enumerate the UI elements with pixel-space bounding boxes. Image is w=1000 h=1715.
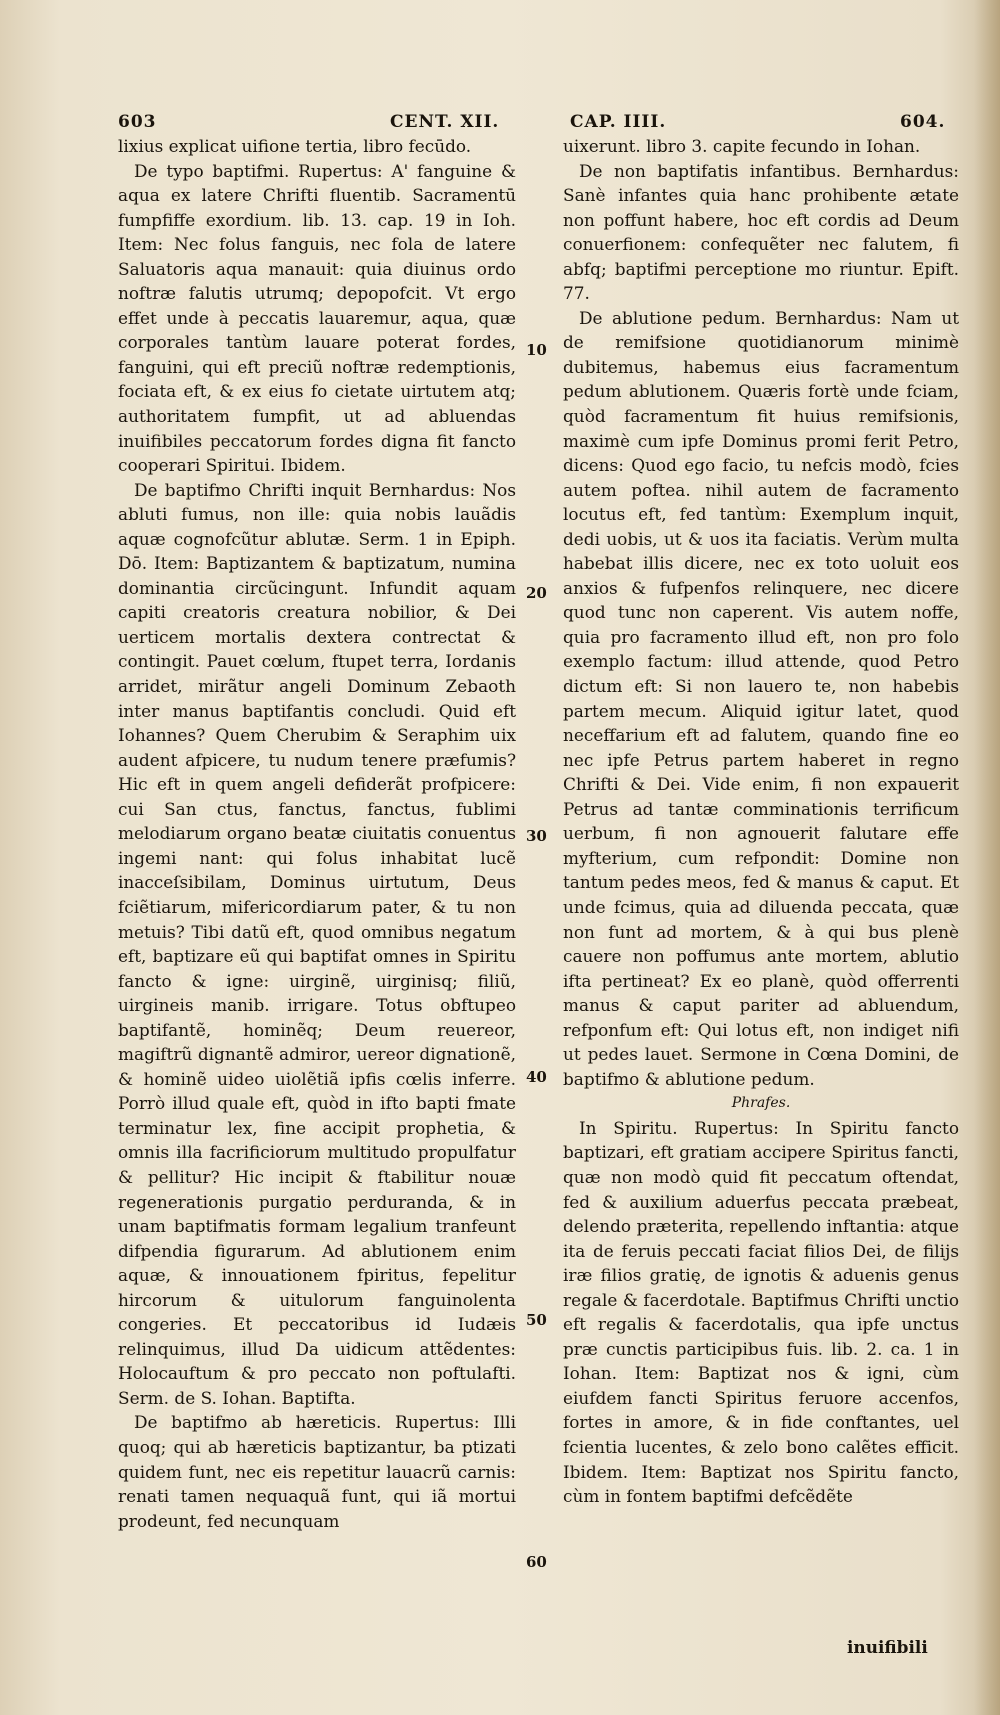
paragraph: De typo baptifmi. Rupertus: A' fanguine & aqua ex latere Chrifti fluentib. Sacramentū fumpfiffe exordium. lib. 13. cap. 19 in Ioh. Item: Nec folus fanguis, nec fola de latere Saluatoris aqua manauit: quia diuinus ordo noftræ falutis utrumq; depopofcit. Vt ergo effet unde à peccatis lauaremur, aqua, quæ corporales tantùm lauare poterat fordes, fanguini, qui eft preciũ noftræ redemptionis, fociata eft, & ex eius fo cietate uirtutem atq; authoritatem fumpfit, ut ad abluendas inuifibiles peccatorum fordes digna fit fancto cooperari Spiritui. Ibidem. <box>118 160 516 476</box>
right-running-title: CAP. IIII. <box>570 112 667 132</box>
line-number: 40 <box>526 1068 547 1086</box>
line-number: 10 <box>526 341 547 359</box>
paragraph: In Spiritu. Rupertus: In Spiritu fancto baptizari, eft gratiam accipere Spiritus fancti, quæ non modò quid fit peccatum oftendat, fed & auxilium aduerfus peccata præbeat, delendo præterita, repellendo inftantia: atque ita de feruis peccati faciat filios Dei, de filijs iræ filios gratię, de ignotis & aduenis genus regale & facerdotale. Baptifmus Chrifti unctio eft regalis & facerdotalis, qua ipfe unctus præ cunctis participibus fuis. lib. 2. ca. 1 in Iohan. Item: Baptizat nos & igni, cùm eiufdem fancti Spiritus feruore accenfos, fortes in amore, & in fide conftantes, uel fcientia lucentes, & zelo bono calẽtes efficit. Ibidem. Item: Baptizat nos Spiritu fancto, cùm in fontem baptifmi defcẽdẽte <box>563 1117 959 1507</box>
line-number-gutter <box>526 0 560 1715</box>
left-page-number: 603 <box>118 112 157 132</box>
paragraph: lixius explicat uifione tertia, libro fecūdo. <box>118 136 472 156</box>
paragraph: De baptifmo Chrifti inquit Bernhardus: Nos abluti fumus, non ille: quia nobis lauãdis aquæ cognofcũtur ablutæ. Serm. 1 in Epiph. Dō. Item: Baptizantem & baptizatum, numina dominantia circũcingunt. Infundit aquam capiti creatoris creatura nobilior, & Dei uerticem mortalis dextera contrectat & contingit. Pauet cœlum, ftupet terra, Iordanis arridet, mirãtur angeli Dominum Zebaoth inter manus baptifantis concludi. Quid eft Iohannes? Quem Cherubim & Seraphim uix audent afpicere, tu nudum tenere præfumis? Hic eft in quem angeli defiderãt profpicere: cui San ctus, fanctus, fanctus, fublimi melodiarum organo beatæ ciuitatis conuentus ingemi nant: qui folus inhabitat lucẽ inacceſsibilam, Dominus uirtutum, Deus fciẽtiarum, mifericordiarum pater, & tu non metuis? Tibi datũ eft, quod omnibus negatum eft, baptizare eũ qui baptifat omnes in Spiritu fancto & igne: uirginẽ, uirginisq; filiũ, uirgineis manib. irrigare. Totus obftupeo baptifantẽ, hominẽq; Deum reuereor, magiftrũ dignantẽ admiror, uereor dignationẽ, & hominẽ uideo uiolẽtiã ipfis cœlis inferre. Porrò illud quale eft, quòd in ifto bapti fmate terminatur lex, fine accipit prophetia, & omnis illa facrificiorum multitudo propulfatur & pellitur? Hic incipit & ftabilitur nouæ regenerationis purgatio perduranda, & in unam baptifmatis formam legalium tranfeunt difpendia figurarum. Ad ablutionem enim aquæ, & innouationem fpiritus, fepelitur hircorum & uitulorum fanguinolenta congeries. Et peccatoribus id Iudæis relinquimus, illud Da uidicum attẽdentes: Holocauftum & pro peccato non poftulafti. Serm. de S. Iohan. Baptifta. <box>118 479 516 1408</box>
line-number: 60 <box>526 1553 547 1571</box>
page-edge-shadow <box>974 0 1000 1715</box>
section-heading: Phrafes. <box>731 1095 791 1112</box>
paragraph: De baptifmo ab hæreticis. Rupertus: Illi quoq; qui ab hæreticis baptizantur, ba ptizati quidem funt, nec eis repetitur lauacrũ carnis: renati tamen nequaquã funt, qui iã mortui prodeunt, fed necunquam <box>118 1412 516 1531</box>
right-column <box>563 134 959 1509</box>
paragraph: De ablutione pedum. Bernhardus: Nam ut de remifsione quotidianorum minimè dubitemus, habemus eius facramentum pedum ablutionem. Quæris fortè unde fciam, quòd facramentum fit huius remifsionis, maximè cum ipfe Dominus promi ferit Petro, dicens: Quod ego facio, tu nefcis modò, fcies autem poftea. nihil autem de facramento locutus eft, fed tantùm: Exemplum inquit, dedi uobis, ut & uos ita faciatis. Verùm multa habebat illis dicere, nec ex toto uoluit eos anxios & fufpenfos relinquere, nec dicere quod tunc non caperent. Vis autem noffe, quia pro facramento illud eft, non pro folo exemplo factum: illud attende, quod Petro dictum eft: Si non lauero te, non habebis partem mecum. Aliquid igitur latet, quod neceffarium eft ad falutem, quando fine eo nec ipfe Petrus partem haberet in regno Chrifti & Dei. Vide enim, fi non expauerit Petrus ad tantæ comminationis terrificum uerbum, fi non agnouerit falutare effe myfterium, cum refpondit: Domine non tantum pedes meos, fed & manus & caput. Et unde fcimus, quia ad diluenda peccata, quæ non funt ad mortem, & à qui bus plenè cauere non poffumus ante mortem, ablutio ifta pertineat? Ex eo planè, quòd offerrenti manus & caput pariter ad abluendum, refponfum eft: Qui lotus eft, non indiget nifi ut pedes lauet. Sermone in Cœna Domini, de baptifmo & ablutione pedum. <box>563 307 959 1089</box>
right-page-number: 604. <box>900 112 946 132</box>
line-number: 50 <box>526 1311 547 1329</box>
paragraph: De non baptifatis infantibus. Bernhardus: Sanè infantes quia hanc prohibente ætate non poffunt habere, hoc eft cordis ad Deum conuerfionem: confequẽter nec falutem, fi abfq; baptifmi perceptione mo riuntur. Epift. 77. <box>563 160 959 304</box>
line-number: 30 <box>526 827 547 845</box>
paragraph: uixerunt. libro 3. capite fecundo in Iohan. <box>563 136 921 156</box>
line-number: 20 <box>526 584 547 602</box>
left-column <box>118 134 516 1533</box>
left-running-title: CENT. XII. <box>390 112 500 132</box>
catchword: inuifibili <box>847 1637 928 1657</box>
